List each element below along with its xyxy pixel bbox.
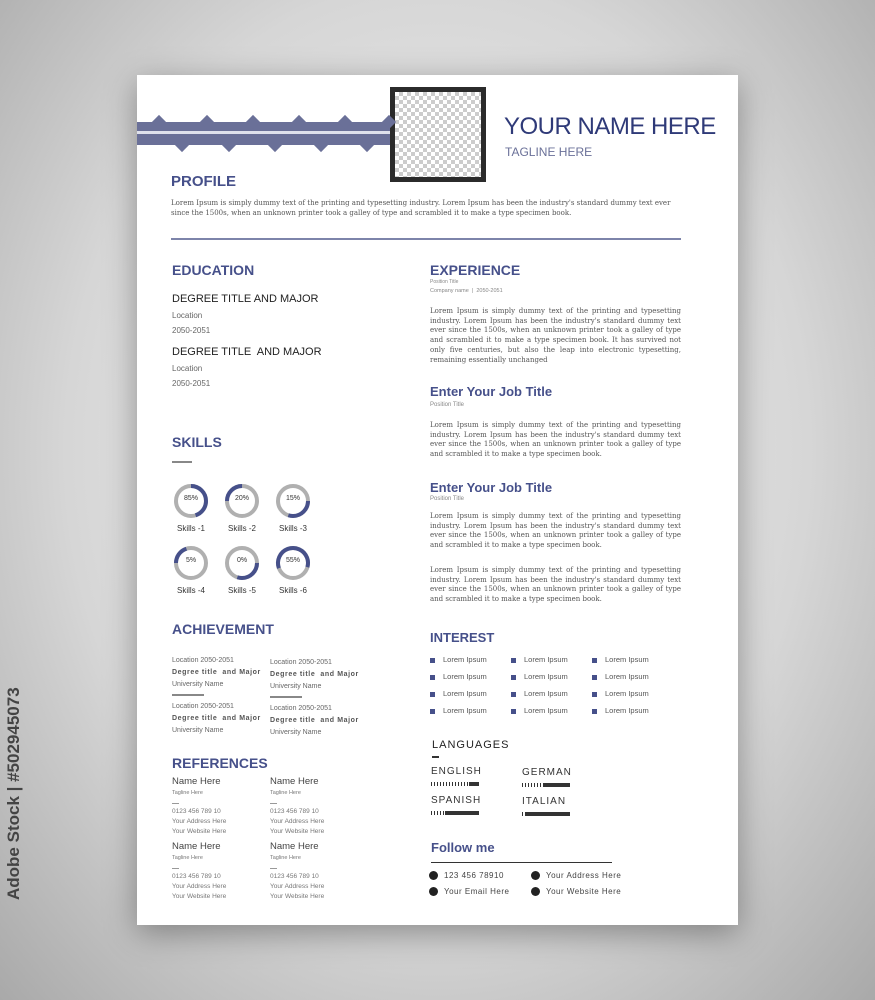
bullet-icon [511,692,516,697]
interest-label: Lorem Ipsum [443,689,487,698]
skill-label: Skills -6 [278,586,307,595]
profile-text: Lorem Ipsum is simply dummy text of the printing and typesetting industry. Lorem Ipsum has been the industry's standard dummy text ever since the 1500s, when an unknown printer took a galley of type and scrambled it to make a type specimen book. [171,199,671,217]
follow-email [429,887,509,896]
education-years: 2050-2051 [172,379,211,388]
reference-tagline: Tagline Here [270,855,301,861]
achievement-degree: Degree title and Major [270,717,359,724]
bullet-icon [430,692,435,697]
reference-phone: 0123 456 789 10 [270,873,319,880]
language-level-fill [526,812,570,816]
language-level-bar [431,811,479,815]
reference-name: Name Here [172,776,221,787]
interest-item [592,655,673,664]
skill-item [172,482,212,533]
interest-label: Lorem Ipsum [605,672,649,681]
achievement-divider [270,696,302,698]
photo-placeholder[interactable] [390,87,486,182]
achievement-university: University Name [172,727,224,734]
job-position: Position Title [430,496,465,502]
job-title: Enter Your Job Title [430,384,553,399]
achievement-divider [172,694,204,696]
education-location: Location [172,364,203,373]
reference-tagline: Tagline Here [172,855,203,861]
education-location: Location [172,311,203,320]
job-position: Position Title [430,402,465,408]
bullet-icon [430,675,435,680]
experience-heading: EXPERIENCE [430,262,521,278]
language-level-fill [544,783,570,787]
location-icon [531,871,540,880]
languages-heading: LANGUAGES [432,739,510,751]
achievement-university: University Name [270,683,322,690]
skill-label: Skills -5 [227,586,256,595]
follow-website [531,887,621,896]
globe-icon [531,887,540,896]
achievement-heading: ACHIEVEMENT [172,621,274,637]
interest-label: Lorem Ipsum [443,655,487,664]
skill-percent: 20% [234,495,249,502]
achievement-degree: Degree title and Major [270,671,359,678]
reference-website: Your Website Here [270,828,325,835]
company-line: Company name | 2050-2051 [430,288,503,294]
achievement-item [270,657,359,698]
email-icon [429,887,438,896]
skill-percent: 5% [185,557,197,564]
reference-divider [270,803,277,804]
follow-divider [431,862,612,863]
header-band-stripe [137,131,390,134]
bullet-icon [430,709,435,714]
reference-website: Your Website Here [172,828,227,835]
language-level-fill [469,782,479,786]
follow-heading: Follow me [431,840,495,855]
interest-item [592,689,673,698]
language-item [431,795,481,815]
watermark-vertical: Adobe Stock | #502945073 [4,687,23,900]
interest-label: Lorem Ipsum [524,706,568,715]
skill-percent: 85% [183,495,198,502]
reference-name: Name Here [270,776,319,787]
interest-label: Lorem Ipsum [524,672,568,681]
interest-label: Lorem Ipsum [605,706,649,715]
degree-title: DEGREE TITLE AND MAJOR [172,346,322,358]
education-entry [172,293,319,335]
interest-item [430,689,511,698]
bullet-icon [592,675,597,680]
phone-icon [429,871,438,880]
position-title: Position Title [430,279,459,285]
reference-phone: 0123 456 789 10 [172,873,221,880]
reference-tagline: Tagline Here [172,790,203,796]
job-text: Lorem Ipsum is simply dummy text of the printing and typesetting industry. Lorem Ipsum has been the industry's standard dummy text ever since the 1500s, when an unknown printer took a galley of type and scrambled it to make a type specimen book. [430,512,681,550]
skill-item [223,482,263,533]
reference-address: Your Address Here [270,883,325,890]
language-name: SPANISH [431,795,482,806]
bullet-icon [511,658,516,663]
reference-item [270,841,324,902]
job-title: Enter Your Job Title [430,480,553,495]
skill-item [172,544,212,595]
interest-item [592,706,673,715]
language-name: GERMAN [522,767,572,778]
reference-divider [172,868,179,869]
reference-item [172,841,226,902]
achievement-location: Location 2050-2051 [172,703,234,710]
reference-address: Your Address Here [172,883,227,890]
reference-name: Name Here [172,841,221,852]
phone-text: 123 456 78910 [444,871,504,880]
skills-underline [172,461,192,463]
interest-item [511,706,592,715]
language-item [522,767,572,787]
interest-label: Lorem Ipsum [524,655,568,664]
divider [171,238,681,240]
reference-website: Your Website Here [172,893,227,900]
achievement-university: University Name [270,729,322,736]
achievement-degree: Degree title and Major [172,669,261,676]
reference-tagline: Tagline Here [270,790,301,796]
degree-title: DEGREE TITLE AND MAJOR [172,293,319,305]
name-title: YOUR NAME HERE [504,113,716,140]
reference-divider [172,803,179,804]
website-text: Your Website Here [546,887,622,896]
skill-label: Skills -1 [176,524,205,533]
achievement-degree: Degree title and Major [172,715,261,722]
tagline: TAGLINE HERE [505,145,593,159]
references-heading: REFERENCES [172,755,268,771]
resume-page [137,75,738,925]
achievement-location: Location 2050-2051 [270,705,332,712]
bullet-icon [592,709,597,714]
bullet-icon [592,658,597,663]
skill-percent: 15% [285,495,300,502]
interest-item [511,672,592,681]
reference-name: Name Here [270,841,319,852]
language-level-bar [522,783,570,787]
bullet-icon [511,709,516,714]
job-text: Lorem Ipsum is simply dummy text of the printing and typesetting industry. Lorem Ipsum has been the industry's standard dummy text ever since the 1500s, when an unknown printer took a galley of type and scrambled it to make a type specimen book. [430,421,681,459]
reference-phone: 0123 456 789 10 [172,808,221,815]
skill-item [274,544,314,595]
achievement-location: Location 2050-2051 [172,657,234,664]
reference-website: Your Website Here [270,893,325,900]
languages-underline [432,756,439,758]
interest-label: Lorem Ipsum [443,706,487,715]
language-level-bar [431,782,479,786]
follow-address [531,871,621,880]
skill-item [223,544,263,595]
education-heading: EDUCATION [172,262,255,278]
bullet-icon [511,675,516,680]
bullet-icon [592,692,597,697]
skill-label: Skills -3 [278,524,307,533]
skills-heading: SKILLS [172,434,222,450]
achievement-item [172,655,261,696]
interest-item [430,706,511,715]
interest-heading: INTEREST [430,630,495,645]
skill-label: Skills -2 [227,524,256,533]
language-name: ITALIAN [522,796,567,807]
address-text: Your Address Here [546,871,622,880]
skill-item [274,482,314,533]
skill-percent: 55% [285,557,300,564]
reference-address: Your Address Here [172,818,227,825]
job-text-2: Lorem Ipsum is simply dummy text of the printing and typesetting industry. Lorem Ipsum has been the industry's standard dummy text ever since the 1500s, when an unknown printer took a galley of type and scrambled it to make a type specimen book. [430,566,681,604]
achievement-item [172,701,261,737]
skill-label: Skills -4 [176,586,205,595]
education-years: 2050-2051 [172,326,211,335]
experience-text: Lorem Ipsum is simply dummy text of the printing and typesetting industry. Lorem Ipsum has been the industry's standard dummy text ever since the 1500s, when an unknown printer took a galley of type and scrambled it to make a type specimen book. It has survived not only five centuries, but also the leap into electronic typesetting, remaining essentially unchanged [430,307,681,364]
interest-item [592,672,673,681]
reference-item [172,776,226,837]
language-level-bar [522,812,570,816]
achievement-university: University Name [172,681,224,688]
language-item [522,796,570,816]
interest-item [430,655,511,664]
language-item [431,766,482,786]
language-name: ENGLISH [431,766,482,777]
follow-phone [429,871,504,880]
interest-item [511,655,592,664]
interest-label: Lorem Ipsum [443,672,487,681]
education-entry [172,346,322,388]
reference-item [270,776,324,837]
skill-percent: 0% [236,557,248,564]
interest-item [430,672,511,681]
interest-label: Lorem Ipsum [605,655,649,664]
achievement-location: Location 2050-2051 [270,659,332,666]
reference-address: Your Address Here [270,818,325,825]
bullet-icon [430,658,435,663]
reference-phone: 0123 456 789 10 [270,808,319,815]
profile-heading: PROFILE [171,173,237,190]
language-level-fill [445,811,479,815]
reference-divider [270,868,277,869]
interest-label: Lorem Ipsum [605,689,649,698]
achievement-item [270,703,359,739]
email-text: Your Email Here [444,887,510,896]
interest-item [511,689,592,698]
interest-label: Lorem Ipsum [524,689,568,698]
